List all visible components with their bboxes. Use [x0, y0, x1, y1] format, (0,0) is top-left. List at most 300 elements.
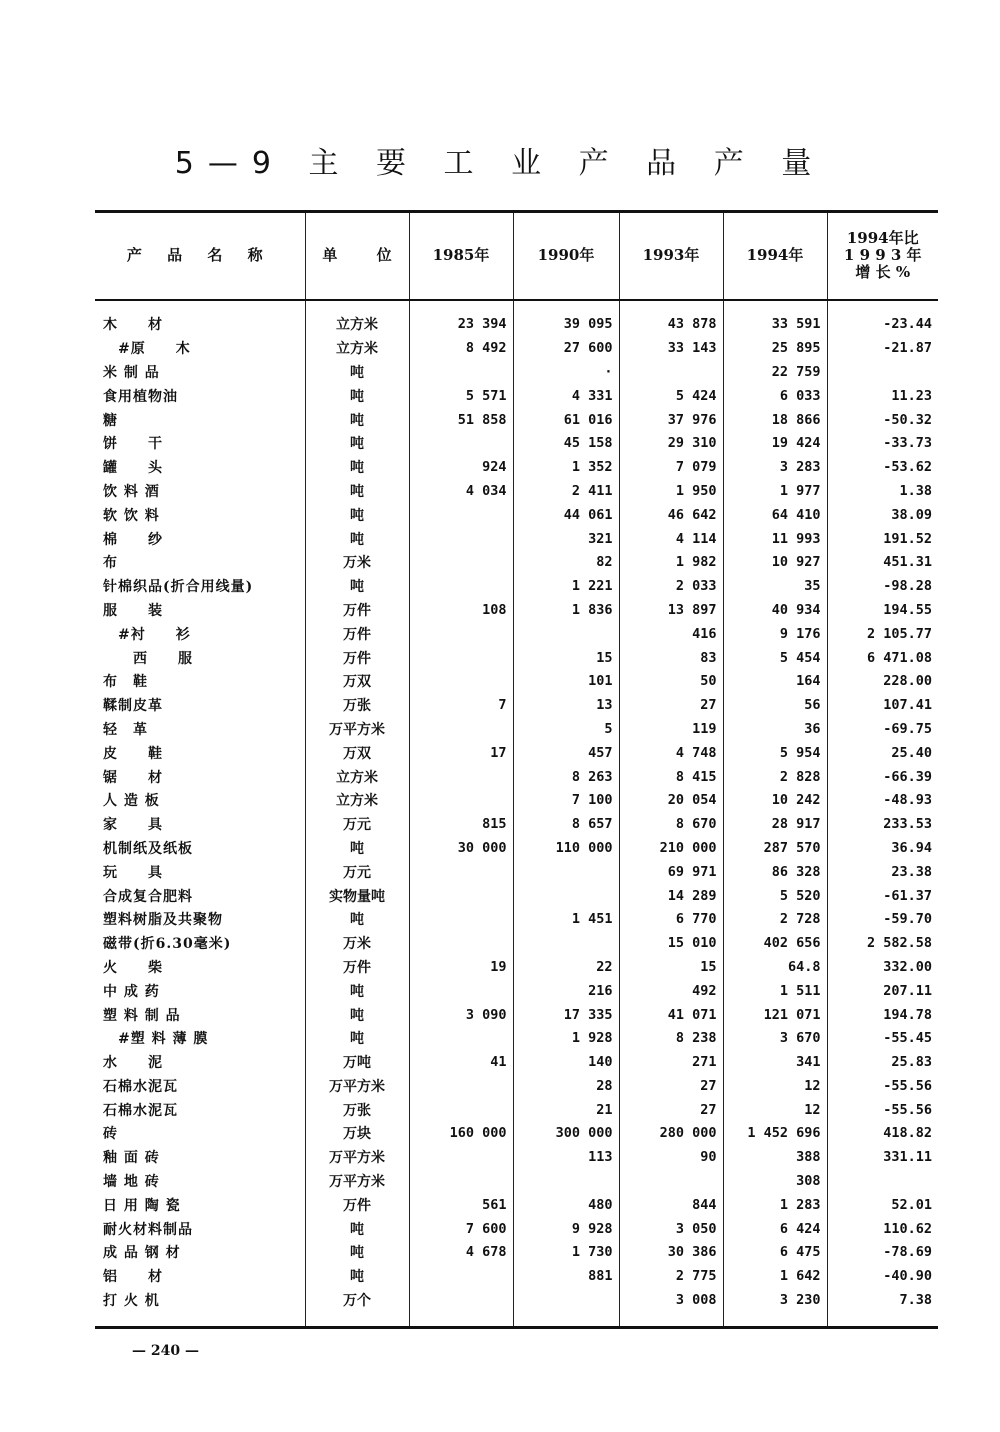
growth-percent-cell: 7.38 — [827, 1288, 938, 1327]
value-1993-cell: 3 008 — [619, 1288, 723, 1327]
product-name-cell: 木 材 — [103, 317, 163, 334]
value-1993-cell: 27 — [619, 1098, 723, 1122]
table-row — [95, 1169, 938, 1193]
growth-percent-cell: 207.11 — [827, 979, 938, 1003]
value-1990-cell: 22 — [513, 955, 619, 979]
growth-percent-cell: -61.37 — [827, 884, 938, 908]
value-1993-cell: 8 670 — [619, 812, 723, 836]
value-1985-cell: 561 — [409, 1193, 513, 1217]
value-1993-cell — [619, 360, 723, 384]
unit-cell: 万吨 — [305, 1050, 409, 1074]
value-1990-cell: 13 — [513, 693, 619, 717]
value-1990-cell: 45 158 — [513, 431, 619, 455]
table-row — [95, 1026, 938, 1050]
growth-percent-cell: -53.62 — [827, 455, 938, 479]
value-1994-cell: 25 895 — [723, 336, 827, 360]
unit-cell: 万块 — [305, 1122, 409, 1146]
header-growth-line-1: 1994年比 — [846, 229, 919, 248]
value-1990-cell: 1 730 — [513, 1241, 619, 1265]
table-row — [95, 1217, 938, 1241]
growth-percent-cell: 110.62 — [827, 1217, 938, 1241]
value-1994-cell: 6 033 — [723, 384, 827, 408]
product-name-cell: 打 火 机 — [95, 1288, 305, 1327]
value-1993-cell: 14 289 — [619, 884, 723, 908]
product-name-cell: #衬 衫 — [103, 626, 191, 643]
value-1985-cell — [409, 1026, 513, 1050]
value-1994-cell: 164 — [723, 669, 827, 693]
growth-percent-cell: -48.93 — [827, 788, 938, 812]
product-name-cell: 日 用 陶 瓷 — [103, 1197, 181, 1214]
table-row — [95, 455, 938, 479]
product-name-cell: 成 品 钢 材 — [103, 1245, 181, 1262]
value-1985-cell: 924 — [409, 455, 513, 479]
table-row — [95, 598, 938, 622]
value-1994-cell: 402 656 — [723, 931, 827, 955]
growth-percent-cell: -33.73 — [827, 431, 938, 455]
value-1994-cell: 35 — [723, 574, 827, 598]
value-1993-cell: 37 976 — [619, 408, 723, 432]
value-1985-cell: 30 000 — [409, 836, 513, 860]
value-1985-cell — [409, 907, 513, 931]
table-row — [95, 788, 938, 812]
value-1985-cell: 3 090 — [409, 1003, 513, 1027]
unit-cell: 吨 — [305, 979, 409, 1003]
unit-cell: 立方米 — [305, 788, 409, 812]
value-1990-cell: 8 263 — [513, 765, 619, 789]
value-1985-cell — [409, 1264, 513, 1288]
unit-cell: 吨 — [305, 527, 409, 551]
value-1994-cell: 6 424 — [723, 1217, 827, 1241]
value-1985-cell — [409, 931, 513, 955]
value-1993-cell: 13 897 — [619, 598, 723, 622]
value-1990-cell: 28 — [513, 1074, 619, 1098]
product-name-cell: 布 鞋 — [103, 674, 148, 691]
value-1990-cell: · — [513, 360, 619, 384]
unit-cell: 吨 — [305, 503, 409, 527]
growth-percent-cell: 25.40 — [827, 741, 938, 765]
value-1990-cell: 7 100 — [513, 788, 619, 812]
value-1993-cell: 15 010 — [619, 931, 723, 955]
value-1994-cell: 64.8 — [723, 955, 827, 979]
unit-cell: 立方米 — [305, 765, 409, 789]
table-row — [95, 384, 938, 408]
product-name-cell: 轻 革 — [103, 721, 148, 738]
page-number: — 240 — — [132, 1343, 199, 1359]
table-body — [95, 300, 938, 1328]
value-1993-cell: 46 642 — [619, 503, 723, 527]
value-1990-cell: 21 — [513, 1098, 619, 1122]
product-name-cell: #塑 料 薄 膜 — [103, 1031, 209, 1048]
table-row — [95, 979, 938, 1003]
product-name-cell: 鞣制皮革 — [103, 698, 163, 715]
table-row — [95, 1264, 938, 1288]
value-1985-cell: 160 000 — [409, 1122, 513, 1146]
value-1985-cell: 51 858 — [409, 408, 513, 432]
unit-cell: 立方米 — [305, 300, 409, 337]
value-1985-cell — [409, 884, 513, 908]
value-1994-cell: 40 934 — [723, 598, 827, 622]
product-name-cell: 磁带(折6.30毫米) — [103, 936, 232, 953]
value-1994-cell: 3 230 — [723, 1288, 827, 1327]
unit-cell: 万双 — [305, 741, 409, 765]
value-1993-cell — [619, 1169, 723, 1193]
value-1985-cell — [409, 1074, 513, 1098]
value-1985-cell: 108 — [409, 598, 513, 622]
value-1993-cell: 119 — [619, 717, 723, 741]
growth-percent-cell: -55.45 — [827, 1026, 938, 1050]
value-1993-cell: 50 — [619, 669, 723, 693]
unit-cell: 吨 — [305, 455, 409, 479]
value-1990-cell: 1 221 — [513, 574, 619, 598]
table-row — [95, 1288, 938, 1327]
value-1994-cell: 5 454 — [723, 646, 827, 670]
growth-percent-cell: 228.00 — [827, 669, 938, 693]
unit-cell: 万件 — [305, 646, 409, 670]
value-1994-cell: 308 — [723, 1169, 827, 1193]
value-1993-cell: 20 054 — [619, 788, 723, 812]
value-1990-cell: 1 352 — [513, 455, 619, 479]
table-row — [95, 1145, 938, 1169]
value-1990-cell: 2 411 — [513, 479, 619, 503]
product-name-cell: 西 服 — [103, 650, 193, 667]
table-row — [95, 1241, 938, 1265]
product-name-cell: 机制纸及纸板 — [103, 840, 193, 857]
value-1994-cell: 36 — [723, 717, 827, 741]
value-1990-cell: 44 061 — [513, 503, 619, 527]
header-1990: 1990年 — [513, 212, 619, 300]
value-1990-cell — [513, 860, 619, 884]
unit-cell: 万平方米 — [305, 717, 409, 741]
unit-cell: 吨 — [305, 836, 409, 860]
value-1985-cell — [409, 669, 513, 693]
value-1994-cell: 3 670 — [723, 1026, 827, 1050]
unit-cell: 万张 — [305, 1098, 409, 1122]
unit-cell: 吨 — [305, 907, 409, 931]
value-1990-cell: 39 095 — [513, 300, 619, 337]
value-1985-cell — [409, 788, 513, 812]
table-row — [95, 503, 938, 527]
unit-cell: 万平方米 — [305, 1145, 409, 1169]
value-1993-cell: 33 143 — [619, 336, 723, 360]
value-1990-cell: 4 331 — [513, 384, 619, 408]
unit-cell: 万米 — [305, 931, 409, 955]
value-1990-cell: 1 836 — [513, 598, 619, 622]
header-product-name: 产 品 名 称 — [95, 212, 305, 300]
value-1985-cell — [409, 574, 513, 598]
value-1994-cell: 121 071 — [723, 1003, 827, 1027]
value-1990-cell: 300 000 — [513, 1122, 619, 1146]
value-1985-cell — [409, 527, 513, 551]
product-name-cell: 墙 地 砖 — [103, 1174, 160, 1191]
value-1994-cell: 388 — [723, 1145, 827, 1169]
growth-percent-cell: 23.38 — [827, 860, 938, 884]
growth-percent-cell: 194.78 — [827, 1003, 938, 1027]
value-1994-cell: 56 — [723, 693, 827, 717]
product-name-cell: 皮 鞋 — [103, 745, 163, 762]
value-1985-cell: 41 — [409, 1050, 513, 1074]
product-name-cell: 食用植物油 — [103, 388, 178, 405]
value-1985-cell: 19 — [409, 955, 513, 979]
unit-cell: 万个 — [305, 1288, 409, 1327]
value-1985-cell: 7 600 — [409, 1217, 513, 1241]
unit-cell: 万件 — [305, 955, 409, 979]
growth-percent-cell: 38.09 — [827, 503, 938, 527]
value-1990-cell — [513, 1288, 619, 1327]
value-1993-cell: 844 — [619, 1193, 723, 1217]
table-row — [95, 884, 938, 908]
table-row — [95, 931, 938, 955]
value-1993-cell: 6 770 — [619, 907, 723, 931]
value-1994-cell: 1 977 — [723, 479, 827, 503]
value-1994-cell: 1 642 — [723, 1264, 827, 1288]
value-1990-cell: 1 451 — [513, 907, 619, 931]
value-1993-cell: 280 000 — [619, 1122, 723, 1146]
table-row — [95, 527, 938, 551]
value-1990-cell: 15 — [513, 646, 619, 670]
value-1990-cell: 457 — [513, 741, 619, 765]
value-1994-cell: 287 570 — [723, 836, 827, 860]
value-1994-cell: 12 — [723, 1098, 827, 1122]
product-name-cell: 玩 具 — [103, 864, 163, 881]
product-name-cell: 釉 面 砖 — [103, 1150, 160, 1167]
value-1990-cell: 140 — [513, 1050, 619, 1074]
value-1985-cell — [409, 550, 513, 574]
value-1990-cell: 8 657 — [513, 812, 619, 836]
growth-percent-cell: 331.11 — [827, 1145, 938, 1169]
header-1993: 1993年 — [619, 212, 723, 300]
table-row — [95, 1122, 938, 1146]
value-1990-cell: 113 — [513, 1145, 619, 1169]
growth-percent-cell: 191.52 — [827, 527, 938, 551]
value-1990-cell: 110 000 — [513, 836, 619, 860]
product-name-cell: 锯 材 — [103, 769, 163, 786]
value-1985-cell — [409, 860, 513, 884]
page-title: 5—9 主 要 工 业 产 品 产 量 — [174, 146, 826, 181]
product-name-cell: 针棉织品(折合用线量) — [103, 579, 254, 596]
growth-percent-cell: 52.01 — [827, 1193, 938, 1217]
value-1993-cell: 69 971 — [619, 860, 723, 884]
value-1994-cell: 10 927 — [723, 550, 827, 574]
unit-cell: 万件 — [305, 622, 409, 646]
value-1985-cell — [409, 1288, 513, 1327]
value-1993-cell: 416 — [619, 622, 723, 646]
product-name-cell: 火 柴 — [103, 959, 163, 976]
value-1990-cell: 27 600 — [513, 336, 619, 360]
value-1990-cell: 82 — [513, 550, 619, 574]
value-1993-cell: 41 071 — [619, 1003, 723, 1027]
growth-percent-cell: -23.44 — [827, 300, 938, 337]
value-1985-cell — [409, 1169, 513, 1193]
value-1993-cell: 1 950 — [619, 479, 723, 503]
product-name-cell: 中 成 药 — [103, 983, 160, 1000]
product-name-cell: 铝 材 — [103, 1269, 163, 1286]
product-name-cell: 石棉水泥瓦 — [103, 1102, 178, 1119]
growth-percent-cell: 11.23 — [827, 384, 938, 408]
product-name-cell: 饼 干 — [103, 436, 163, 453]
value-1994-cell: 5 520 — [723, 884, 827, 908]
unit-cell: 吨 — [305, 479, 409, 503]
value-1985-cell — [409, 1145, 513, 1169]
value-1993-cell: 492 — [619, 979, 723, 1003]
value-1993-cell: 4 114 — [619, 527, 723, 551]
unit-cell: 吨 — [305, 384, 409, 408]
header-unit: 单 位 — [305, 212, 409, 300]
unit-cell: 万件 — [305, 598, 409, 622]
value-1985-cell: 7 — [409, 693, 513, 717]
unit-cell: 万平方米 — [305, 1169, 409, 1193]
unit-cell: 吨 — [305, 1217, 409, 1241]
value-1990-cell — [513, 1169, 619, 1193]
product-name-cell: 耐火材料制品 — [103, 1221, 193, 1238]
value-1990-cell: 480 — [513, 1193, 619, 1217]
product-name-cell: #原 木 — [103, 341, 191, 358]
value-1994-cell: 3 283 — [723, 455, 827, 479]
value-1993-cell: 5 424 — [619, 384, 723, 408]
value-1990-cell: 5 — [513, 717, 619, 741]
table-row — [95, 574, 938, 598]
value-1990-cell: 9 928 — [513, 1217, 619, 1241]
value-1990-cell: 321 — [513, 527, 619, 551]
industrial-products-table — [95, 210, 938, 1329]
table-row — [95, 836, 938, 860]
table-row — [95, 741, 938, 765]
growth-percent-cell — [827, 360, 938, 384]
product-name-cell: 软 饮 料 — [103, 507, 160, 524]
value-1993-cell: 27 — [619, 693, 723, 717]
table-row — [95, 860, 938, 884]
product-name-cell: 米 制 品 — [103, 364, 160, 381]
value-1993-cell: 2 775 — [619, 1264, 723, 1288]
unit-cell: 吨 — [305, 1264, 409, 1288]
value-1985-cell — [409, 503, 513, 527]
value-1990-cell: 101 — [513, 669, 619, 693]
production-table-container — [95, 210, 938, 1329]
unit-cell: 万平方米 — [305, 1074, 409, 1098]
header-1985: 1985年 — [409, 212, 513, 300]
value-1993-cell: 1 982 — [619, 550, 723, 574]
growth-percent-cell: -40.90 — [827, 1264, 938, 1288]
unit-cell: 吨 — [305, 1026, 409, 1050]
value-1985-cell — [409, 979, 513, 1003]
unit-cell: 万米 — [305, 550, 409, 574]
unit-cell: 吨 — [305, 431, 409, 455]
value-1985-cell: 8 492 — [409, 336, 513, 360]
value-1990-cell: 216 — [513, 979, 619, 1003]
table-row — [95, 907, 938, 931]
value-1985-cell — [409, 431, 513, 455]
value-1994-cell: 33 591 — [723, 300, 827, 337]
table-row — [95, 1050, 938, 1074]
value-1993-cell: 271 — [619, 1050, 723, 1074]
header-1994: 1994年 — [723, 212, 827, 300]
growth-percent-cell: 2 105.77 — [827, 622, 938, 646]
product-name-cell: 棉 纱 — [103, 531, 163, 548]
header-growth-line-2: 1 9 9 3 年 — [843, 246, 922, 265]
value-1994-cell: 1 511 — [723, 979, 827, 1003]
unit-cell: 万双 — [305, 669, 409, 693]
product-name-cell: 布 — [103, 555, 118, 572]
growth-percent-cell: -50.32 — [827, 408, 938, 432]
value-1985-cell: 23 394 — [409, 300, 513, 337]
value-1994-cell: 12 — [723, 1074, 827, 1098]
value-1994-cell: 2 728 — [723, 907, 827, 931]
value-1994-cell: 9 176 — [723, 622, 827, 646]
value-1990-cell: 61 016 — [513, 408, 619, 432]
unit-cell: 万件 — [305, 1193, 409, 1217]
table-row — [95, 717, 938, 741]
growth-percent-cell: -78.69 — [827, 1241, 938, 1265]
value-1993-cell: 210 000 — [619, 836, 723, 860]
table-row — [95, 1074, 938, 1098]
unit-cell: 吨 — [305, 574, 409, 598]
value-1994-cell: 64 410 — [723, 503, 827, 527]
value-1985-cell — [409, 1098, 513, 1122]
value-1985-cell: 4 678 — [409, 1241, 513, 1265]
table-row — [95, 1193, 938, 1217]
value-1985-cell — [409, 622, 513, 646]
unit-cell: 吨 — [305, 408, 409, 432]
value-1985-cell: 17 — [409, 741, 513, 765]
table-row — [95, 431, 938, 455]
value-1994-cell: 18 866 — [723, 408, 827, 432]
growth-percent-cell: 107.41 — [827, 693, 938, 717]
value-1990-cell: 17 335 — [513, 1003, 619, 1027]
value-1985-cell: 5 571 — [409, 384, 513, 408]
growth-percent-cell: 332.00 — [827, 955, 938, 979]
value-1985-cell — [409, 765, 513, 789]
unit-cell: 万元 — [305, 860, 409, 884]
growth-percent-cell — [827, 1169, 938, 1193]
value-1993-cell: 43 878 — [619, 300, 723, 337]
value-1994-cell: 10 242 — [723, 788, 827, 812]
growth-percent-cell: -98.28 — [827, 574, 938, 598]
table-row — [95, 622, 938, 646]
header-growth — [827, 212, 938, 300]
growth-percent-cell: 36.94 — [827, 836, 938, 860]
value-1985-cell: 4 034 — [409, 479, 513, 503]
value-1994-cell: 1 283 — [723, 1193, 827, 1217]
value-1993-cell: 29 310 — [619, 431, 723, 455]
product-name-cell: 塑料树脂及共聚物 — [103, 912, 223, 929]
value-1985-cell: 815 — [409, 812, 513, 836]
unit-cell: 吨 — [305, 1241, 409, 1265]
value-1985-cell — [409, 717, 513, 741]
header-growth-line-3: 增 长 % — [855, 263, 911, 282]
table-row — [95, 336, 938, 360]
table-row — [95, 360, 938, 384]
growth-percent-cell: 25.83 — [827, 1050, 938, 1074]
value-1994-cell: 6 475 — [723, 1241, 827, 1265]
growth-percent-cell: -55.56 — [827, 1098, 938, 1122]
table-row — [95, 300, 938, 337]
growth-percent-cell: 451.31 — [827, 550, 938, 574]
growth-percent-cell: 1.38 — [827, 479, 938, 503]
value-1990-cell — [513, 884, 619, 908]
unit-cell: 实物量吨 — [305, 884, 409, 908]
unit-cell: 立方米 — [305, 336, 409, 360]
value-1985-cell — [409, 646, 513, 670]
table-row — [95, 1003, 938, 1027]
value-1994-cell: 11 993 — [723, 527, 827, 551]
table-row — [95, 646, 938, 670]
value-1990-cell: 881 — [513, 1264, 619, 1288]
unit-cell: 万元 — [305, 812, 409, 836]
table-header-row — [95, 212, 938, 300]
table-row — [95, 1098, 938, 1122]
table-row — [95, 550, 938, 574]
value-1990-cell — [513, 931, 619, 955]
unit-cell: 万张 — [305, 693, 409, 717]
